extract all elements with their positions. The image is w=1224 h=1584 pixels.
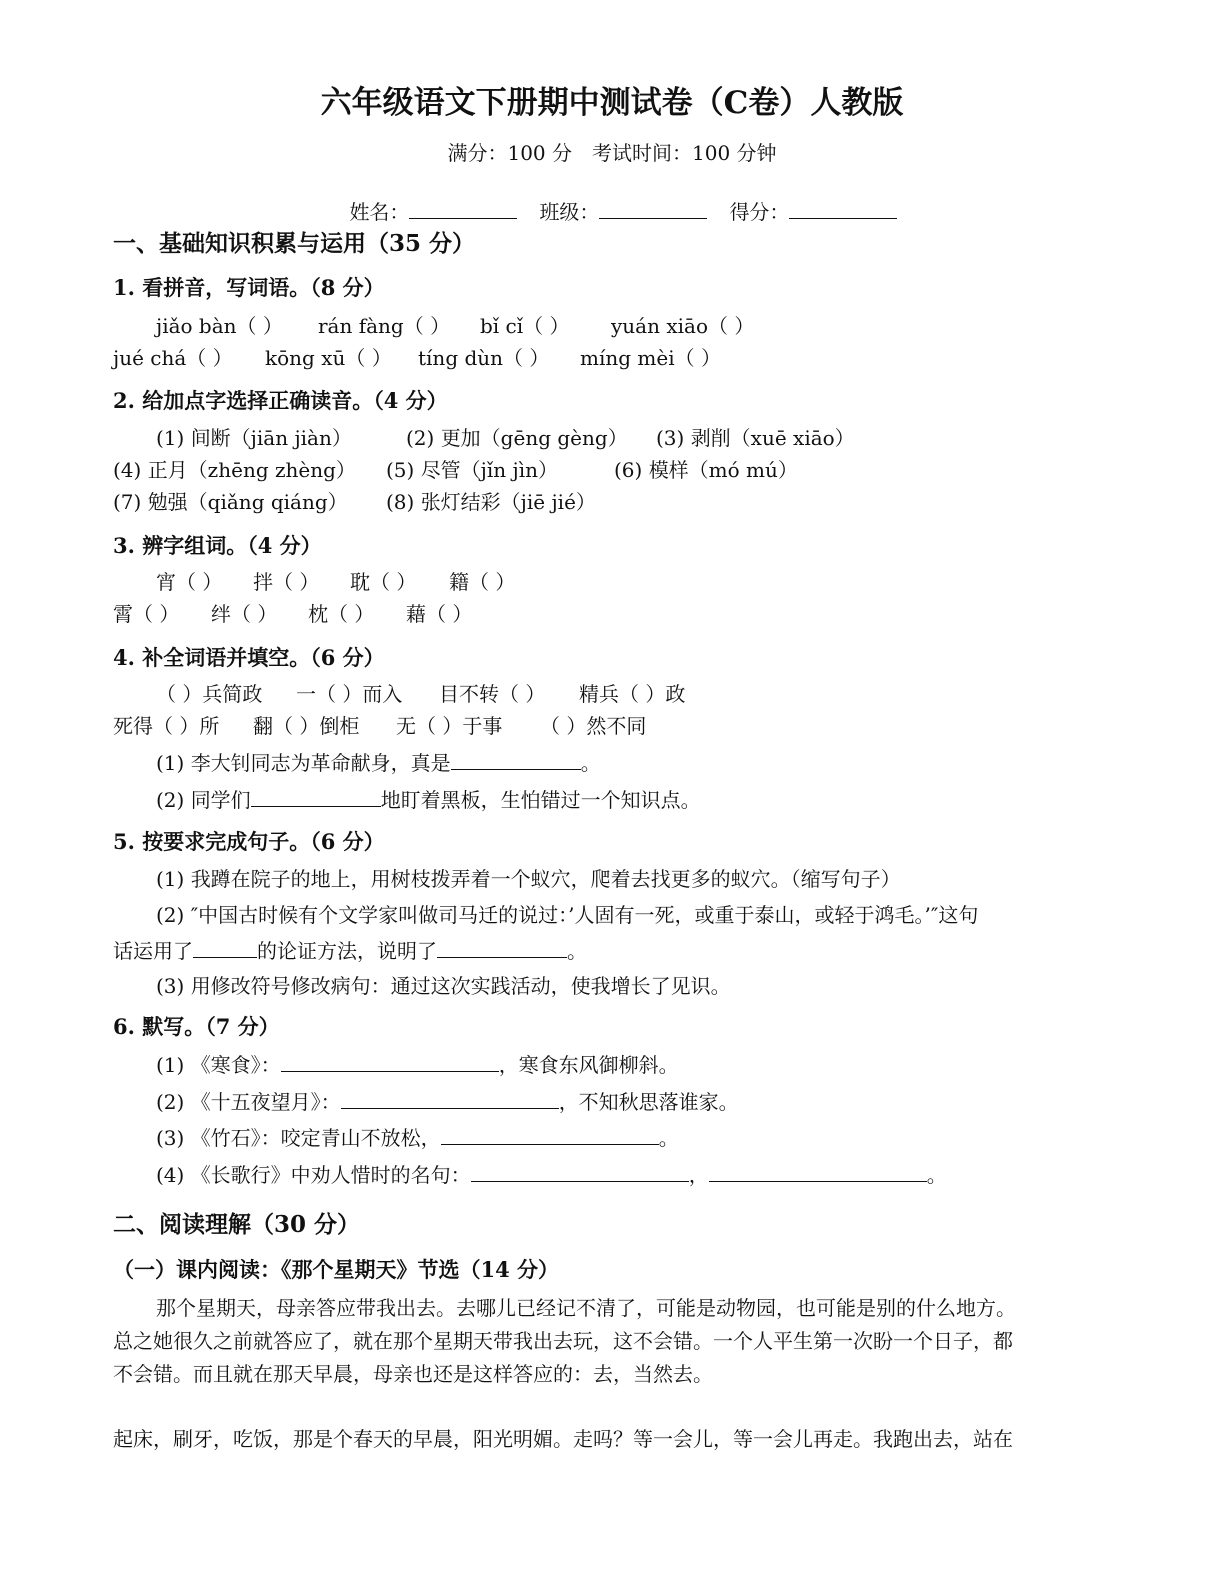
- char-item: 籍（ ）: [449, 570, 516, 594]
- idiom-item: 精兵（ ）政: [579, 682, 686, 706]
- sentence-text: 。: [580, 751, 601, 775]
- sentence-text: (2) 《十五夜望月》：: [156, 1090, 341, 1114]
- reading-choice: (6) 模样（mó mú）: [614, 458, 798, 482]
- sentence-text: (1) 李大钊同志为革命献身，真是: [156, 751, 451, 775]
- answer-blank[interactable]: [709, 1180, 927, 1182]
- answer-blank[interactable]: [451, 768, 581, 770]
- answer-blank[interactable]: [471, 1180, 689, 1182]
- char-item: 霄（ ）: [113, 602, 180, 626]
- sentence-text: 地盯着黑板，生怕错过一个知识点。: [380, 788, 701, 812]
- fill-sentence: [156, 753, 601, 773]
- reading-choice: (1) 间断（jiān jiàn）: [156, 426, 352, 450]
- char-item: 耽（ ）: [350, 570, 417, 594]
- answer-blank[interactable]: [193, 956, 257, 958]
- passage-line: 不会错。而且就在那天早晨，母亲也还是这样答应的：去，当然去。: [113, 1362, 713, 1386]
- exam-title: 六年级语文下册期中测试卷（C卷）人教版: [320, 85, 904, 121]
- pinyin-item: jué chá（ ）: [113, 346, 233, 370]
- pinyin-item: kōng xū（ ）: [265, 346, 392, 370]
- pinyin-item: yuán xiāo（ ）: [611, 314, 755, 338]
- class-label: 班级：: [539, 200, 600, 224]
- question-heading: 3. 辨字组词。（4 分）: [113, 533, 322, 558]
- idiom-item: 目不转（ ）: [439, 682, 546, 706]
- sentence-text: (1) 《寒食》：: [156, 1053, 281, 1077]
- exam-meta: 满分：100 分 考试时间：100 分钟: [447, 141, 777, 165]
- answer-blank[interactable]: [281, 1070, 499, 1072]
- idiom-item: 死得（ ）所: [113, 714, 220, 738]
- dictation-line: [156, 1128, 679, 1148]
- answer-blank[interactable]: [441, 1143, 659, 1145]
- sentence-text: 话运用了: [113, 939, 193, 963]
- answer-blank[interactable]: [437, 956, 567, 958]
- passage-line: 那个星期天，母亲答应带我出去。去哪儿已经记不清了，可能是动物园，也可能是别的什么地方。: [156, 1296, 1016, 1320]
- fill-sentence: [156, 790, 701, 810]
- sentence-text: ，: [688, 1163, 709, 1187]
- idiom-item: （ ）兵简政: [156, 682, 263, 706]
- idiom-item: 翻（ ）倒柜: [253, 714, 360, 738]
- char-item: 绊（ ）: [211, 602, 278, 626]
- sentence-task: (3) 用修改符号修改病句：通过这次实践活动，使我增长了见识。: [156, 974, 731, 998]
- question-heading: 5. 按要求完成句子。（6 分）: [113, 829, 385, 854]
- reading-heading: （一）课内阅读：《那个星期天》节选（14 分）: [113, 1257, 560, 1282]
- char-item: 拌（ ）: [253, 570, 320, 594]
- answer-blank[interactable]: [251, 805, 381, 807]
- dictation-line: [156, 1055, 679, 1075]
- pinyin-item: tíng dùn（ ）: [418, 346, 550, 370]
- section-heading: 二、阅读理解（30 分）: [113, 1211, 361, 1238]
- pinyin-item: rán fàng（ ）: [318, 314, 451, 338]
- reading-choice: (8) 张灯结彩（jiē jié）: [386, 490, 596, 514]
- sentence-text: (2) 同学们: [156, 788, 251, 812]
- score-blank[interactable]: [789, 217, 897, 219]
- pinyin-item: míng mèi（ ）: [580, 346, 721, 370]
- sentence-task: (1) 我蹲在院子的地上，用树枝拨弄着一个蚁穴，爬着去找更多的蚁穴。（缩写句子）: [156, 867, 901, 891]
- reading-choice: (7) 勉强（qiǎng qiáng）: [113, 490, 348, 514]
- reading-choice: (4) 正月（zhēng zhèng）: [113, 458, 356, 482]
- reading-choice: (2) 更加（gēng gèng）: [406, 426, 628, 450]
- question-heading: 4. 补全词语并填空。（6 分）: [113, 645, 385, 670]
- reading-choice: (3) 剥削（xuē xiāo）: [656, 426, 855, 450]
- name-label: 姓名：: [349, 200, 410, 224]
- passage-line: 总之她很久之前就答应了，就在那个星期天带我出去玩，这不会错。一个人平生第一次盼一个日子，都: [113, 1329, 1013, 1353]
- section-heading: 一、基础知识积累与运用（35 分）: [113, 230, 476, 257]
- idiom-item: （ ）然不同: [540, 714, 647, 738]
- sentence-text: 。: [926, 1163, 947, 1187]
- sentence-text: ，不知秋思落谁家。: [558, 1090, 739, 1114]
- dictation-line: [156, 1165, 947, 1185]
- question-heading: 2. 给加点字选择正确读音。（4 分）: [113, 388, 448, 413]
- sentence-text: 的论证方法，说明了: [257, 939, 437, 963]
- passage-line: 起床，刷牙，吃饭，那是个春天的早晨，阳光明媚。走吗？等一会儿，等一会儿再走。我跑出去，站在: [113, 1427, 1013, 1451]
- sentence-text: (4) 《长歌行》中劝人惜时的名句：: [156, 1163, 471, 1187]
- class-blank[interactable]: [599, 217, 707, 219]
- name-blank[interactable]: [409, 217, 517, 219]
- idiom-item: 一（ ）而入: [296, 682, 403, 706]
- pinyin-item: jiǎo bàn（ ）: [156, 314, 283, 338]
- reading-choice: (5) 尽管（jǐn jìn）: [386, 458, 559, 482]
- sentence-task: [113, 941, 587, 961]
- char-item: 宵（ ）: [156, 570, 223, 594]
- question-heading: 6. 默写。（7 分）: [113, 1014, 280, 1039]
- idiom-item: 无（ ）于事: [396, 714, 503, 738]
- pinyin-item: bǐ cǐ（ ）: [480, 314, 570, 338]
- sentence-text: 。: [567, 939, 587, 963]
- sentence-text: (3) 《竹石》：咬定青山不放松，: [156, 1126, 441, 1150]
- score-label: 得分：: [729, 200, 790, 224]
- dictation-line: [156, 1092, 739, 1112]
- question-heading: 1. 看拼音，写词语。（8 分）: [113, 275, 385, 300]
- sentence-text: ，寒食东风御柳斜。: [498, 1053, 679, 1077]
- char-item: 藉（ ）: [406, 602, 473, 626]
- answer-blank[interactable]: [341, 1107, 559, 1109]
- sentence-text: 。: [658, 1126, 679, 1150]
- char-item: 枕（ ）: [308, 602, 375, 626]
- sentence-task: (2) ″中国古时候有个文学家叫做司马迁的说过：’人固有一死，或重于泰山，或轻于鸿毛。’″这句: [156, 903, 979, 927]
